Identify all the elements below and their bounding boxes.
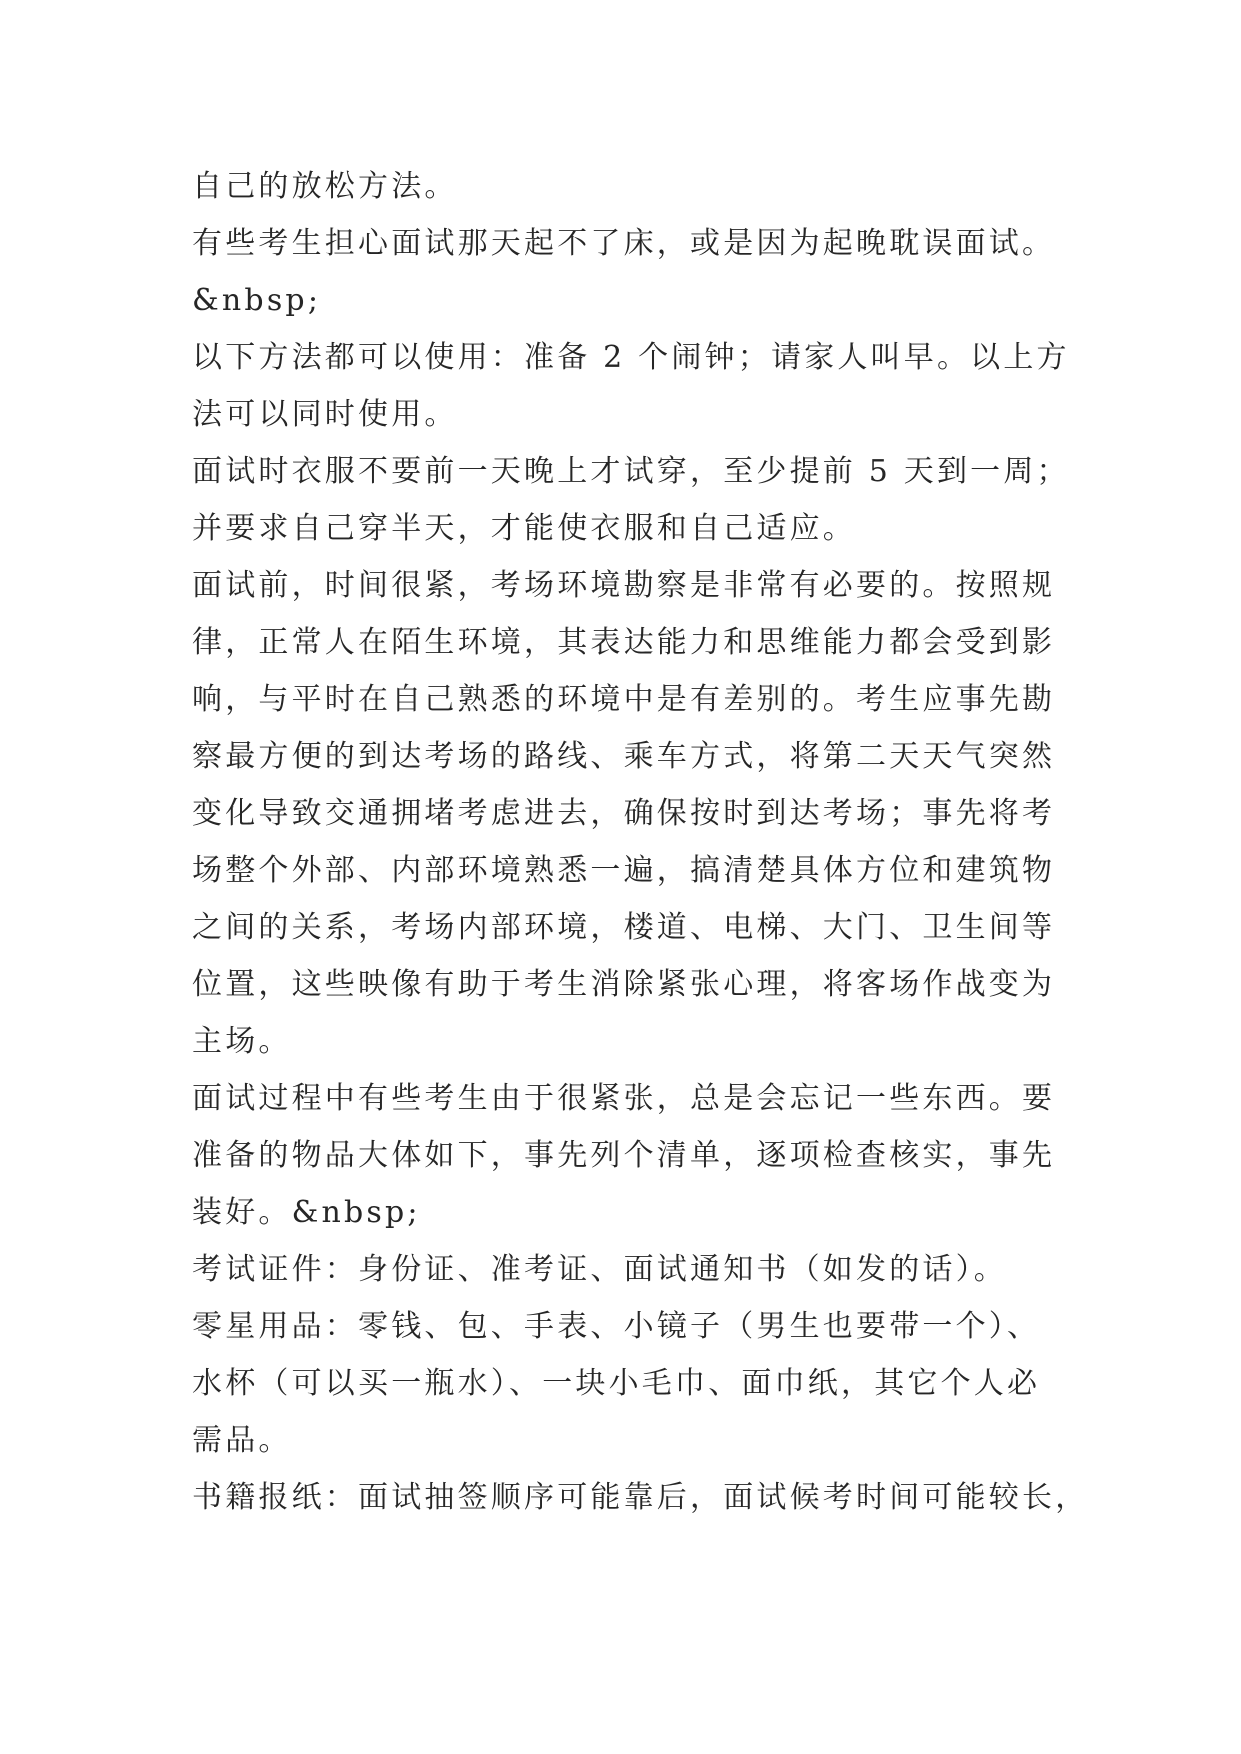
text-line: 零星用品：零钱、包、手表、小镜子（男生也要带一个）、 xyxy=(192,1309,1041,1344)
text-line: 需品。 xyxy=(192,1423,292,1458)
text-line: 自己的放松方法。 xyxy=(192,169,458,204)
text-line: 以下方法都可以使用：准备 2 个闹钟；请家人叫早。以上方 xyxy=(192,340,1070,375)
text-line: &nbsp; xyxy=(192,283,322,318)
text-line: 面试前，时间很紧，考场环境勘察是非常有必要的。按照规 xyxy=(192,568,1056,603)
text-line: 有些考生担心面试那天起不了床，或是因为起晚耽误面试。 xyxy=(192,226,1056,261)
text-line: 法可以同时使用。 xyxy=(192,397,458,432)
text-line: 并要求自己穿半天，才能使衣服和自己适应。 xyxy=(192,511,856,546)
text-line: 之间的关系，考场内部环境，楼道、电梯、大门、卫生间等 xyxy=(192,910,1056,945)
text-line: 变化导致交通拥堵考虑进去，确保按时到达考场；事先将考 xyxy=(192,796,1056,831)
text-line: 律，正常人在陌生环境，其表达能力和思维能力都会受到影 xyxy=(192,625,1056,660)
text-line: 场整个外部、内部环境熟悉一遍，搞清楚具体方位和建筑物 xyxy=(192,853,1056,888)
text-line: 位置，这些映像有助于考生消除紧张心理，将客场作战变为 xyxy=(192,967,1056,1002)
text-line: 面试过程中有些考生由于很紧张，总是会忘记一些东西。要 xyxy=(192,1081,1056,1116)
text-line: 水杯（可以买一瓶水）、一块小毛巾、面巾纸，其它个人必 xyxy=(192,1366,1041,1401)
text-line: 主场。 xyxy=(192,1024,292,1059)
document-body xyxy=(192,158,1089,1526)
text-line: 装好。&nbsp; xyxy=(192,1195,421,1230)
text-line: 考试证件：身份证、准考证、面试通知书（如发的话）。 xyxy=(192,1252,1007,1287)
text-line: 响，与平时在自己熟悉的环境中是有差别的。考生应事先勘 xyxy=(192,682,1056,717)
text-line: 察最方便的到达考场的路线、乘车方式，将第二天天气突然 xyxy=(192,739,1056,774)
text-line: 书籍报纸：面试抽签顺序可能靠后，面试候考时间可能较长， xyxy=(192,1480,1089,1515)
text-line: 准备的物品大体如下，事先列个清单，逐项检查核实，事先 xyxy=(192,1138,1056,1173)
text-line: 面试时衣服不要前一天晚上才试穿，至少提前 5 天到一周； xyxy=(192,454,1070,489)
